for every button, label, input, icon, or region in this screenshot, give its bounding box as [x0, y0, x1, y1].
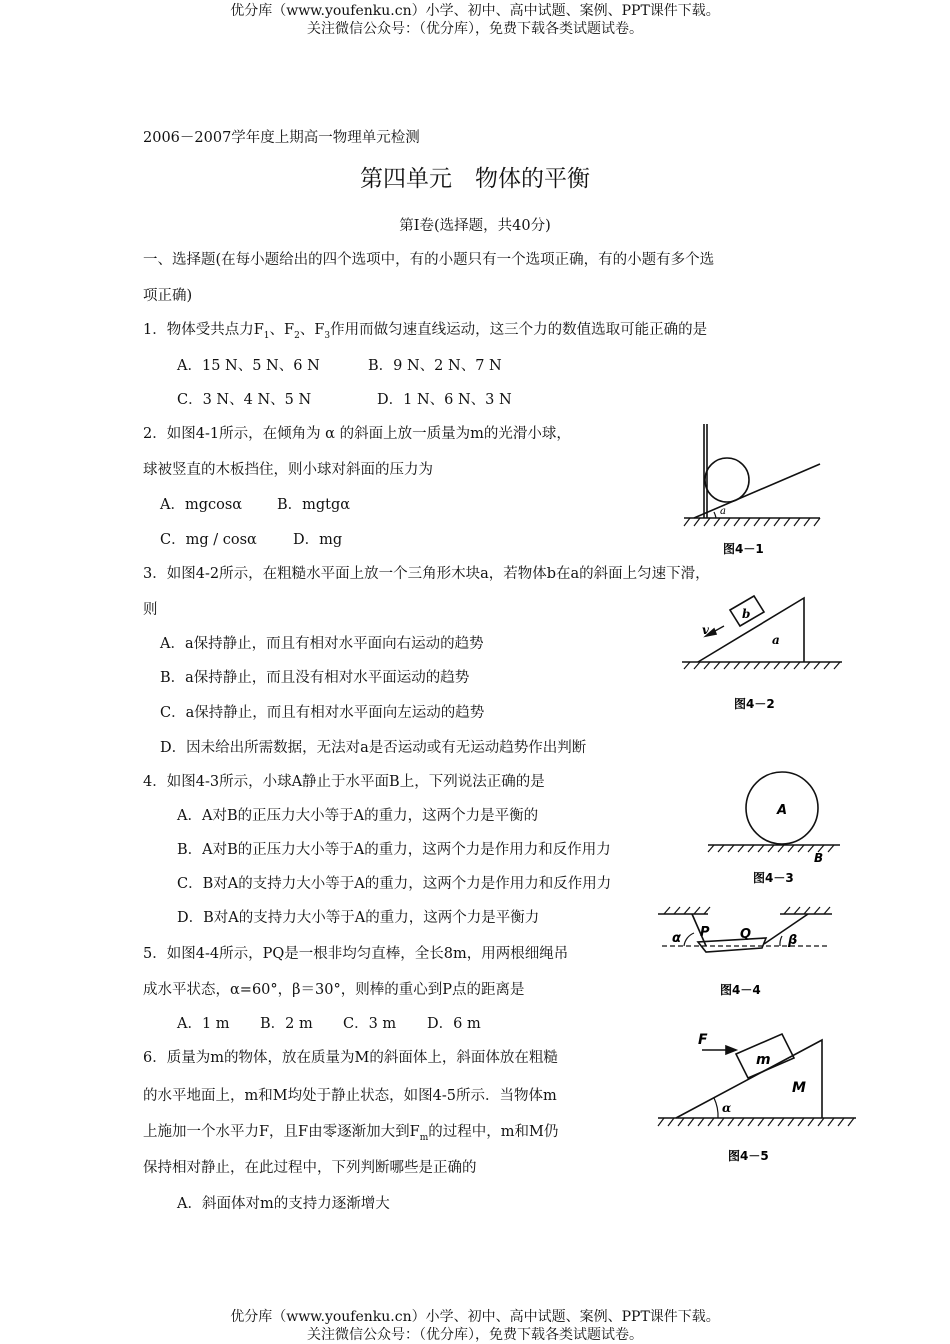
- question-2-line-2: 球被竖直的木板挡住，则小球对斜面的压力为: [143, 462, 433, 478]
- fig45-alpha-label: α: [722, 1101, 732, 1115]
- figure-4-2: [676, 590, 856, 715]
- fig42-v-label: v: [702, 623, 709, 637]
- question-5-line-2: 成水平状态，α=60°，β＝30°，则棒的重心到P点的距离是: [143, 982, 525, 998]
- section-heading: 第Ⅰ卷(选择题，共40分): [399, 218, 551, 234]
- figure-4-5: [652, 1020, 862, 1170]
- header-line-2: 关注微信公众号：（优分库），免费下载各类试题试卷。: [307, 21, 643, 37]
- question-3-option-a: A．a保持静止，而且有相对水平面向右运动的趋势: [160, 636, 484, 652]
- question-1-stem: 1．物体受共点力$F_1$、$F_2$、$F_3$作用而做匀速直线运动，这三个力的数值选取可能正确的是: [143, 322, 708, 341]
- fig45-block-label: m: [756, 1052, 771, 1068]
- question-5-line-1: 5．如图4-4所示，PQ是一根非均匀直棒，全长8m，用两根细绳吊: [143, 946, 569, 962]
- figure-4-4: [652, 906, 837, 1002]
- fig45-force-label: F: [698, 1032, 708, 1048]
- question-3-line-1: 3．如图4-2所示，在粗糙水平面上放一个三角形木块a，若物体b在a的斜面上匀速下滑，: [143, 566, 710, 582]
- footer-line-2: 关注微信公众号：（优分库），免费下载各类试题试卷。: [307, 1327, 643, 1343]
- fig44-caption: 图4－4: [720, 983, 761, 997]
- fig42-a-label: a: [772, 633, 780, 647]
- question-2-option-b: B．mgtgα: [277, 497, 351, 513]
- question-3-option-b: B．a保持静止，而且没有相对水平面运动的趋势: [160, 670, 470, 686]
- question-6-line-2: 的水平地面上，m和M均处于静止状态，如图4-5所示．当物体m: [143, 1088, 557, 1104]
- question-4-option-b: B．A对B的正压力大小等于A的重力，这两个力是作用力和反作用力: [177, 842, 611, 858]
- question-3-line-2: 则: [143, 602, 158, 618]
- question-2-line-1: 2．如图4-1所示，在倾角为 α 的斜面上放一质量为m的光滑小球，: [143, 426, 571, 442]
- fig45-wedge-label: M: [792, 1080, 806, 1096]
- fig41-alpha-label: a: [720, 506, 726, 517]
- instructions-line-2: 项正确): [143, 288, 193, 304]
- question-3-option-c: C．a保持静止，而且有相对水平面向左运动的趋势: [160, 705, 485, 721]
- fig44-q-label: Q: [740, 927, 752, 942]
- fig43-caption: 图4－3: [753, 871, 794, 885]
- question-1-option-d: D．1 N、6 N、3 N: [377, 392, 512, 408]
- figure-4-3: [700, 770, 850, 890]
- question-2-option-d: D．mg: [293, 532, 343, 548]
- fig42-caption: 图4－2: [734, 697, 775, 711]
- fig44-p-label: P: [700, 925, 710, 940]
- fig44-alpha-label: α: [672, 931, 681, 946]
- question-4-option-d: D．B对A的支持力大小等于A的重力，这两个力是平衡力: [177, 910, 540, 926]
- question-6-line-3: 上施加一个水平力F，且F由零逐渐加大到$F_m$的过程中，m和M仍: [143, 1124, 559, 1143]
- question-1-option-c: C．3 N、4 N、5 N: [177, 392, 312, 408]
- footer-line-1: 优分库（www.youfenku.cn）小学、初中、高中试题、案例、PPT课件下载。: [230, 1309, 720, 1325]
- question-4-option-a: A．A对B的正压力大小等于A的重力，这两个力是平衡的: [177, 808, 539, 824]
- question-3-option-d: D．因未给出所需数据，无法对a是否运动或有无运动趋势作出判断: [160, 740, 587, 756]
- question-1-option-a: A．15 N、5 N、6 N: [177, 358, 320, 374]
- fig41-caption: 图4－1: [723, 542, 764, 556]
- document-subtitle: 2006－2007学年度上期高一物理单元检测: [143, 130, 420, 146]
- question-6-option-a: A．斜面体对m的支持力逐渐增大: [177, 1196, 390, 1212]
- question-4-option-c: C．B对A的支持力大小等于A的重力，这两个力是作用力和反作用力: [177, 876, 612, 892]
- question-2-option-a: A．mgcosα: [160, 497, 243, 513]
- figure-4-1: [676, 420, 836, 560]
- header-line-1: 优分库（www.youfenku.cn）小学、初中、高中试题、案例、PPT课件下载。: [230, 3, 720, 19]
- fig42-b-label: b: [742, 607, 751, 621]
- question-5-option-d: D．6 m: [427, 1016, 481, 1032]
- question-5-option-a: A．1 m: [177, 1016, 230, 1032]
- fig43-surface-label: B: [814, 851, 824, 865]
- question-4-line-1: 4．如图4-3所示，小球A静止于水平面B上，下列说法正确的是: [143, 774, 545, 790]
- question-6-line-4: 保持相对静止，在此过程中，下列判断哪些是正确的: [143, 1160, 477, 1176]
- question-5-option-b: B．2 m: [260, 1016, 313, 1032]
- question-6-line-1: 6．质量为m的物体，放在质量为M的斜面体上，斜面体放在粗糙: [143, 1050, 558, 1066]
- fig43-ball-label: A: [777, 803, 788, 818]
- instructions-line-1: 一、选择题(在每小题给出的四个选项中，有的小题只有一个选项正确，有的小题有多个选: [143, 252, 715, 268]
- question-5-option-c: C．3 m: [343, 1016, 397, 1032]
- question-2-option-c: C．mg / cosα: [160, 532, 257, 548]
- fig45-caption: 图4－5: [728, 1149, 769, 1163]
- fig44-beta-label: β: [788, 933, 798, 948]
- page-title: 第四单元 物体的平衡: [360, 166, 590, 192]
- question-1-option-b: B．9 N、2 N、7 N: [368, 358, 502, 374]
